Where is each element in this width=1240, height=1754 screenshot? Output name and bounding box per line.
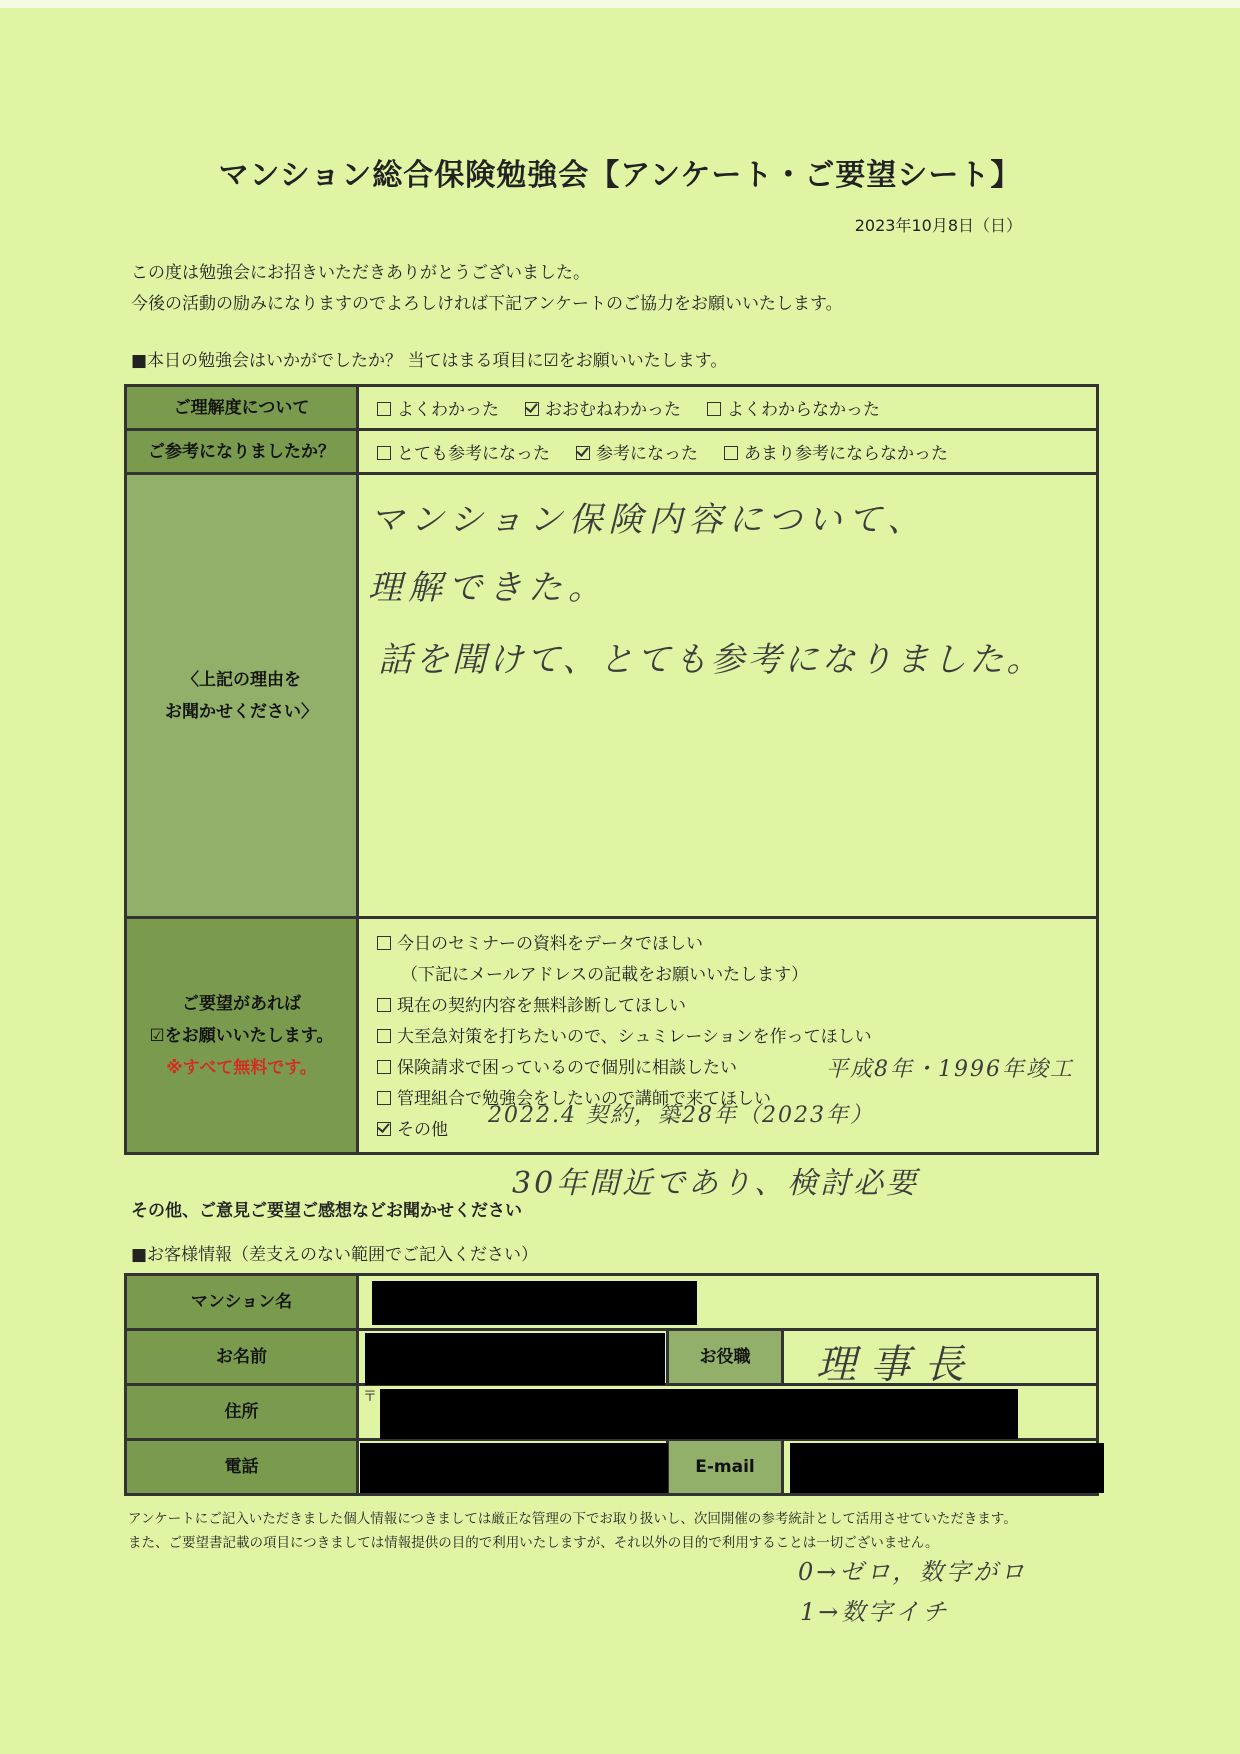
checkbox-checked-icon[interactable]	[525, 402, 539, 416]
address-label: 住所	[126, 1385, 358, 1440]
mansion-name-label: マンション名	[126, 1275, 358, 1330]
redacted-name	[365, 1333, 665, 1385]
checkbox-icon[interactable]	[377, 1060, 391, 1074]
handwritten-reason-line: 理解できた。	[368, 568, 608, 608]
footer-line: アンケートにご記入いただきました個人情報につきましては厳正な管理の下でお取り扱いし、次回開催の参考統計として活用させていただきます。	[128, 1511, 1017, 1527]
intro-line: この度は勉強会にお招きいただきありがとうございました。	[131, 263, 590, 283]
handwritten-role: 理事長	[816, 1342, 978, 1388]
request-item-other[interactable]: その他	[377, 1115, 1096, 1146]
checkbox-icon[interactable]	[377, 1091, 391, 1105]
checkbox-icon[interactable]	[377, 936, 391, 950]
request-item-note: （下記にメールアドレスの記載をお願いいたします）	[401, 965, 809, 985]
document-date: 2023年10月8日（日）	[854, 216, 1022, 235]
checkbox-icon[interactable]	[377, 1029, 391, 1043]
q2-label: ご参考になりましたか？	[126, 430, 358, 474]
checkbox-icon[interactable]	[377, 446, 391, 460]
handwritten-reason-line: 話を聞けて、とても参考になりました。	[378, 640, 1044, 680]
q1-label: ご理解度について	[126, 386, 358, 430]
checkbox-checked-icon[interactable]	[576, 446, 590, 460]
q2-option[interactable]: 参考になった	[576, 439, 698, 464]
request-item[interactable]: 大至急対策を打ちたいので、シュミレーションを作ってほしい	[377, 1022, 1096, 1053]
privacy-footer	[128, 1507, 1017, 1555]
postal-mark: 〒	[363, 1389, 377, 1405]
footer-line: また、ご要望書記載の項目につきましては情報提供の目的で利用いたしますが、それ以外の目的で利用することは一切ございません。	[128, 1535, 939, 1551]
intro-text	[131, 258, 843, 320]
redacted-mansion-name	[372, 1281, 697, 1325]
document-title: マンション総合保険勉強会【アンケート・ご要望シート】	[218, 158, 1022, 193]
q2-option[interactable]: あまり参考にならなかった	[724, 439, 948, 464]
checkbox-checked-icon[interactable]	[377, 1122, 391, 1136]
redacted-phone	[360, 1443, 668, 1493]
handwritten-other-note: 平成8年・1996年竣工	[826, 1057, 1074, 1082]
customer-heading: ■お客様情報（差支えのない範囲でご記入ください）	[131, 1245, 539, 1265]
q1-option[interactable]: よくわかった	[377, 395, 499, 420]
intro-line: 今後の活動の励みになりますのでよろしければ下記アンケートのご協力をお願いいたします。	[131, 294, 843, 314]
q1-option[interactable]: よくわからなかった	[707, 395, 880, 420]
checkbox-icon[interactable]	[724, 446, 738, 460]
redacted-email	[790, 1443, 1104, 1493]
name-label: お名前	[126, 1330, 358, 1385]
checkbox-icon[interactable]	[377, 402, 391, 416]
role-label: お役職	[668, 1330, 783, 1385]
request-item[interactable]: 保険請求で困っているので個別に相談したい	[377, 1053, 1096, 1084]
phone-label: 電話	[126, 1440, 358, 1495]
section-heading-survey: ■本日の勉強会はいかがでしたか？ 当てはまる項目に☑をお願いいたします。	[131, 351, 728, 371]
request-item[interactable]: 現在の契約内容を無料診断してほしい	[377, 991, 1096, 1022]
checkbox-icon[interactable]	[377, 998, 391, 1012]
checkbox-icon[interactable]	[707, 402, 721, 416]
q2-option[interactable]: とても参考になった	[377, 439, 550, 464]
email-label: E-mail	[668, 1440, 783, 1495]
q2-options	[358, 430, 1098, 474]
redacted-address	[380, 1389, 1018, 1439]
q1-options	[358, 386, 1098, 430]
handwritten-margin-note: 1→数字イチ	[800, 1598, 950, 1626]
reason-label: 〈上記の理由を お聞かせください〉	[126, 474, 358, 918]
page-top-edge	[0, 0, 1240, 8]
handwritten-other-note: 30年間近であり、検討必要	[512, 1166, 920, 1201]
q1-option[interactable]: おおむねわかった	[525, 395, 681, 420]
opinion-heading: その他、ご意見ご要望ご感想などお聞かせください	[131, 1201, 522, 1221]
request-item[interactable]: 管理組合で勉強会をしたいので講師で来てほしい	[377, 1084, 1096, 1115]
request-item[interactable]: 今日のセミナーの資料をデータでほしい	[377, 929, 1096, 960]
free-note: ※すべて無料です。	[166, 1057, 317, 1078]
handwritten-other-note: 2022.4 契約，築28年（2023年）	[488, 1103, 874, 1128]
requests-label: ご要望があれば ☑をお願いいたします。 ※すべて無料です。	[126, 918, 358, 1154]
handwritten-margin-note: 0→ゼロ，数字がロ	[798, 1558, 1028, 1586]
handwritten-reason-line: マンション保険内容について、	[370, 500, 928, 540]
